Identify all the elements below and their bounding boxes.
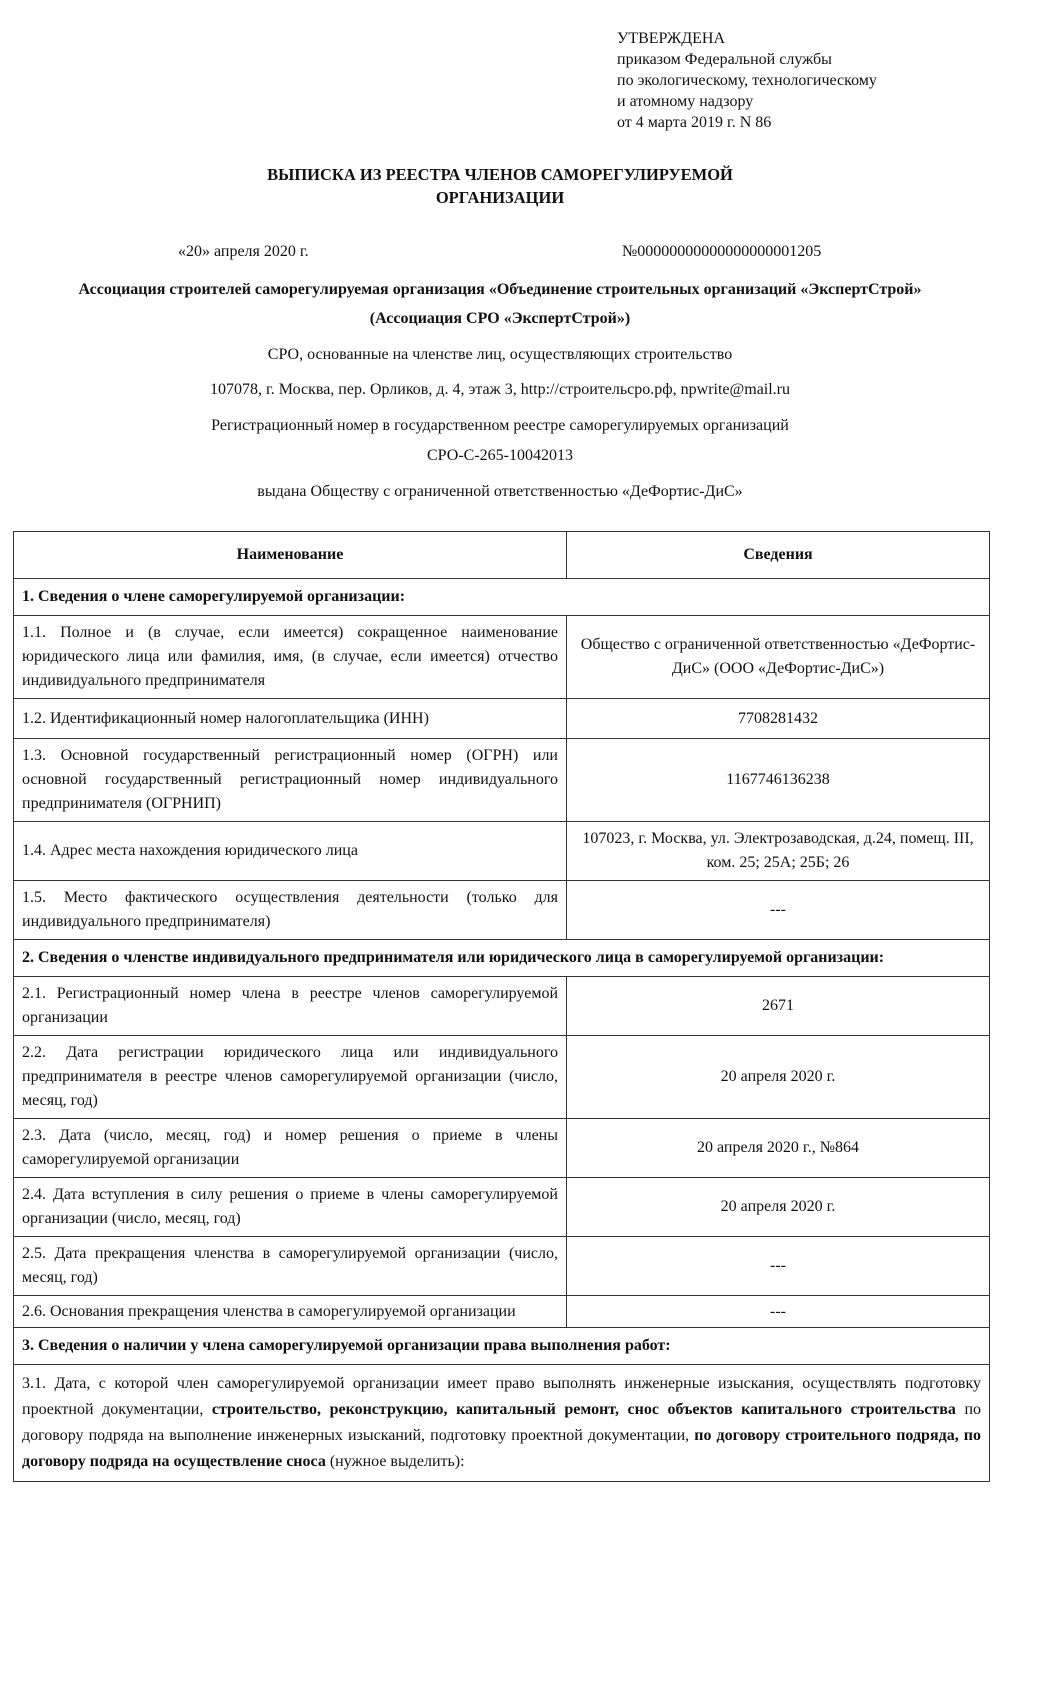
row-value: ---: [567, 1296, 990, 1328]
section-1-title: 1. Сведения о члене саморегулируемой организации:: [14, 579, 990, 616]
registry-label: Регистрационный номер в государственном реестре саморегулируемых организаций: [211, 417, 789, 434]
table-row: [14, 1036, 990, 1119]
issue-date: «20» апреля 2020 г.: [178, 243, 309, 260]
row-3-1-bold-works: строительство, реконструкцию, капитальный ремонт, снос объектов капитального строительства: [211, 1401, 956, 1418]
section-row: [14, 940, 990, 977]
table-row: [14, 881, 990, 940]
table-row: [14, 1119, 990, 1178]
approval-line: от 4 марта 2019 г. N 86: [617, 114, 772, 131]
row-value: 1167746136238: [567, 739, 990, 822]
registry-number: СРО-С-265-10042013: [427, 447, 573, 464]
column-header-value: Сведения: [567, 532, 990, 579]
section-2-title: 2. Сведения о членстве индивидуального предпринимателя или юридического лица в саморегулируемой организации:: [14, 940, 990, 977]
row-3-1-text: (нужное выделить):: [325, 1453, 465, 1470]
row-label: 2.2. Дата регистрации юридического лица или индивидуального предпринимателя в реестре членов саморегулируемой организации (число, месяц, год): [14, 1036, 567, 1119]
row-value: 20 апреля 2020 г.: [567, 1178, 990, 1237]
row-value: ---: [567, 1237, 990, 1296]
row-value: 20 апреля 2020 г., №864: [567, 1119, 990, 1178]
table-row: [14, 1237, 990, 1296]
approval-line: приказом Федеральной службы: [617, 51, 832, 68]
column-header-name: Наименование: [14, 532, 567, 579]
section-3-title: 3. Сведения о наличии у члена саморегулируемой организации права выполнения работ:: [14, 1328, 990, 1365]
issued-to: выдана Обществу с ограниченной ответственностью «ДеФортис-ДиС»: [257, 483, 743, 500]
table-row: [14, 1178, 990, 1237]
row-value: 20 апреля 2020 г.: [567, 1036, 990, 1119]
approval-line: УТВЕРЖДЕНА: [617, 30, 726, 47]
row-label: 1.5. Место фактического осуществления деятельности (только для индивидуального предпринимателя): [14, 881, 567, 940]
table-row: [14, 977, 990, 1036]
row-label: 2.1. Регистрационный номер члена в реестре членов саморегулируемой организации: [14, 977, 567, 1036]
approval-line: по экологическому, технологическому: [617, 72, 877, 89]
approval-stamp: [617, 28, 877, 133]
row-label: 1.2. Идентификационный номер налогоплательщика (ИНН): [14, 699, 567, 739]
row-label: 1.3. Основной государственный регистрационный номер (ОГРН) или основной государственный регистрационный номер индивидуального предпринимателя (ОГРНИП): [14, 739, 567, 822]
table-row: [14, 1296, 990, 1328]
row-value: 107023, г. Москва, ул. Электрозаводская, д.24, помещ. III, ком. 25; 25А; 25Б; 26: [567, 822, 990, 881]
table-row: [14, 739, 990, 822]
row-label: 2.3. Дата (число, месяц, год) и номер решения о приеме в члены саморегулируемой организации: [14, 1119, 567, 1178]
row-value: 2671: [567, 977, 990, 1036]
organization-type: СРО, основанные на членстве лиц, осуществляющих строительство: [267, 346, 733, 363]
row-label: 1.4. Адрес места нахождения юридического лица: [14, 822, 567, 881]
row-label: 2.4. Дата вступления в силу решения о приеме в члены саморегулируемой организации (число, месяц, год): [14, 1178, 567, 1237]
row-value: Общество с ограниченной ответственностью «ДеФортис-ДиС» (ООО «ДеФортис-ДиС»): [567, 616, 990, 699]
document-title: [0, 163, 1000, 209]
extract-number: №00000000000000000001205: [622, 243, 822, 260]
title-line-2: ОРГАНИЗАЦИИ: [435, 188, 565, 207]
row-label: 2.5. Дата прекращения членства в саморегулируемой организации (число, месяц, год): [14, 1237, 567, 1296]
section-row: [14, 579, 990, 616]
title-line-1: ВЫПИСКА ИЗ РЕЕСТРА ЧЛЕНОВ САМОРЕГУЛИРУЕМОЙ: [267, 165, 733, 184]
row-label: 1.1. Полное и (в случае, если имеется) сокращенное наименование юридического лица или фамилия, имя, (в случае, если имеется) отчество индивидуального предпринимателя: [14, 616, 567, 699]
extract-table: [13, 531, 990, 1482]
row-label: 2.6. Основания прекращения членства в саморегулируемой организации: [14, 1296, 567, 1328]
organization-short-name: (Ассоциация СРО «ЭкспертСтрой»): [369, 310, 631, 327]
table-row: [14, 616, 990, 699]
table-row: [14, 699, 990, 739]
table-header-row: [14, 532, 990, 579]
organization-address: 107078, г. Москва, пер. Орликов, д. 4, этаж 3, http://строительсро.рф, npwrite@mail.ru: [209, 381, 791, 398]
row-value: 7708281432: [567, 699, 990, 739]
section-row: [14, 1328, 990, 1365]
organization-full-name: Ассоциация строителей саморегулируемая организация «Объединение строительных организаций «ЭкспертСтрой»: [78, 281, 922, 298]
approval-line: и атомному надзору: [617, 93, 754, 110]
row-3-1-text: 3.1. Дата, с которой член саморегулируемой организации имеет право выполнять инженерные изыскания, осуществлять подготовку проектной документации,: [22, 1375, 981, 1418]
table-row: [14, 1365, 990, 1482]
row-3-1: [14, 1365, 990, 1482]
row-3-1-text: по договору подряда на выполнение инженерных изысканий, подготовку проектной документации,: [22, 1401, 982, 1444]
row-3-1-bold-contracts: по договору строительного подряда, по договору подряда на осуществление сноса: [22, 1427, 981, 1470]
table-row: [14, 822, 990, 881]
row-value: ---: [567, 881, 990, 940]
